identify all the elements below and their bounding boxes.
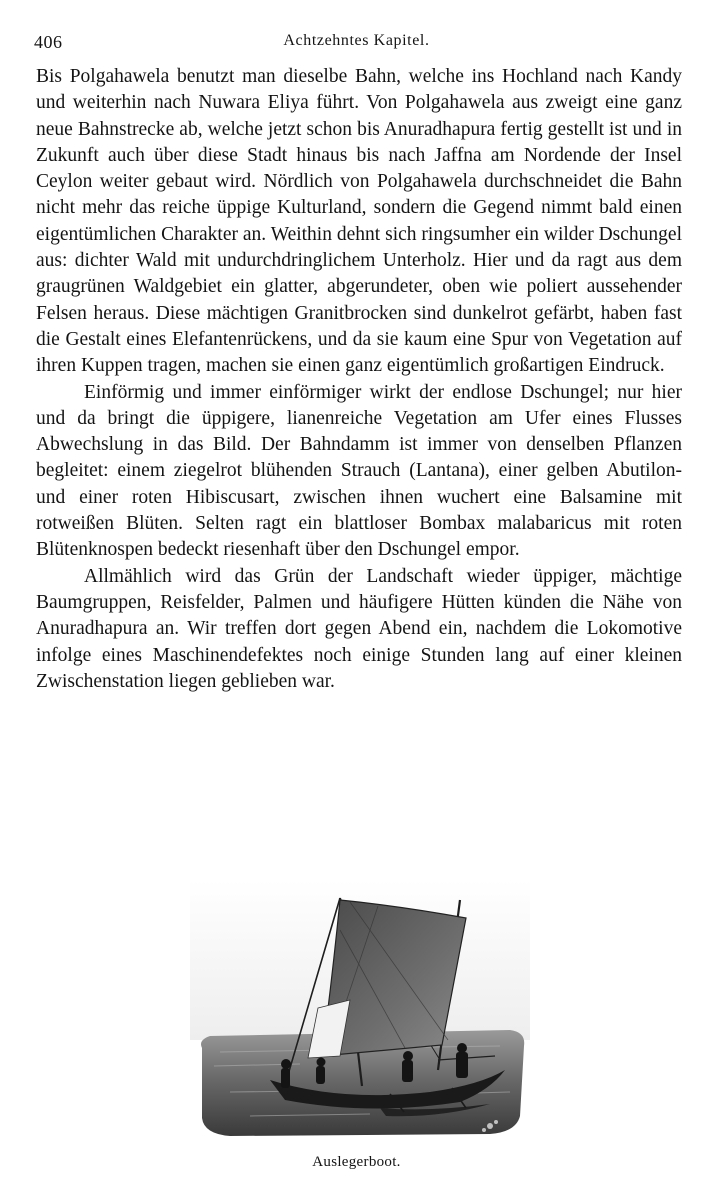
paragraph-1: Bis Polgahawela benutzt man dieselbe Bahn, welche ins Hochland nach Kandy und weiterhin nach Nuwara Eliya führt. Von Polgahawela aus zweigt eine ganz neue Bahnstrecke ab, welche jetzt schon bis Anuradhapura fertig gestellt ist und in Zukunft auch über diese Stadt hinaus bis nach Jaffna am Nordende der Insel Ceylon weiter gebaut wird. Nördlich von Polgahawela durchschneidet die Bahn nicht mehr das reiche üppige Kulturland, sondern die Gegend nimmt bald einen eigentümlichen Charakter an. Weithin dehnt sich ringsumher ein wilder Dschungel aus: dichter Wald mit undurchdringlichem Unterholz. Hier und da ragt aus dem graugrünen Waldgebiet ein glatter, abgerundeter, oben wie poliert aussehender Felsen heraus. Diese mächtigen Granitbrocken sind dunkelrot gefärbt, haben fast die Gestalt eines Elefantenrückens, und da sie kaum eine Spur von Vegetation auf ihren Kuppen tragen, machen sie einen ganz eigentümlich großartigen Eindruck. [36, 66, 682, 377]
paragraph-3: Allmählich wird das Grün der Landschaft wieder üppiger, mächtige Baumgruppen, Reisfelder, Palmen und häufigere Hütten künden die Nähe von Anuradhapura an. Wir treffen dort gegen Abend ein, nachdem die Lokomotive infolge eines Maschinendefektes noch einige Stunden lang auf einer kleinen Zwischenstation liegen geblieben war. [36, 565, 682, 692]
body-text [36, 64, 682, 695]
outrigger-boat-photo [190, 880, 530, 1150]
running-head: Achtzehntes Kapitel. [283, 32, 430, 49]
page-number: 406 [34, 32, 63, 52]
figure-caption: Auslegerboot. [312, 1154, 401, 1170]
outrigger-boat-illustration [190, 880, 530, 1150]
paragraph-2: Einförmig und immer einförmiger wirkt der endlose Dschungel; nur hier und da bringt die üppigere, lianenreiche Vegetation am Ufer eines Flusses Abwechslung in das Bild. Der Bahndamm ist immer von denselben Pflanzen begleitet: einem ziegelrot blühenden Strauch (Lantana), einer gelben Abutilon- und einer roten Hibiscusart, zwischen ihnen wuchert eine Balsamine mit rotweißen Blüten. Selten ragt ein blattloser Bombax malabaricus mit roten Blütenknospen bedeckt riesenhaft über den Dschungel empor. [36, 381, 682, 561]
